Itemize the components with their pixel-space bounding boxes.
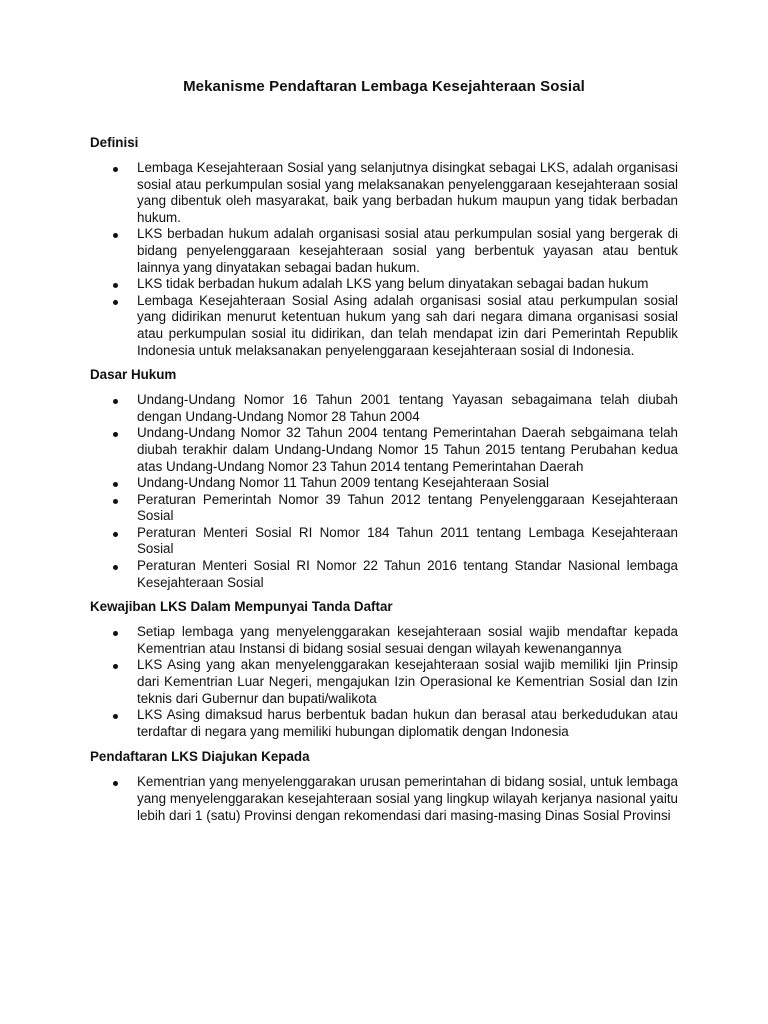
- bullet-icon: [113, 432, 118, 437]
- list-item-text: Undang-Undang Nomor 16 Tahun 2001 tentang Yayasan sebagaimana telah diubah dengan Undang-Undang Nomor 28 Tahun 2004: [137, 392, 678, 424]
- section-heading-definisi: Definisi: [90, 135, 139, 150]
- list-item: [90, 226, 678, 276]
- bullet-icon: [113, 664, 118, 669]
- list-item-text: Lembaga Kesejahteraan Sosial Asing adalah organisasi sosial atau perkumpulan sosial yang didirikan menurut ketentuan hukum yang sah dari negara dimana organisasi sosial atau perkumpulan sosial itu didirikan, dan telah mendapat izin dari Pemerintah Republik Indonesia untuk melaksanakan penyelenggaraan kesejahteraan sosial di Indonesia.: [137, 292, 678, 358]
- document-body: [90, 135, 678, 833]
- list-item-text: Peraturan Pemerintah Nomor 39 Tahun 2012 tentang Penyelenggaraan Kesejahteraan Sosial: [137, 491, 678, 524]
- list-item: [90, 293, 678, 359]
- list-item-text: LKS tidak berbadan hukum adalah LKS yang belum dinyatakan sebagai badan hukum: [137, 276, 649, 292]
- list-item-text: Setiap lembaga yang menyelenggarakan kesejahteraan sosial wajib mendaftar kepada Kementrian atau Instansi di bidang sosial sesuai dengan wilayah kewenangannya: [137, 624, 678, 656]
- bullet-icon: [113, 167, 118, 172]
- list-item: [90, 392, 678, 425]
- list-item: [90, 624, 678, 657]
- section-heading-kewajiban: Kewajiban LKS Dalam Mempunyai Tanda Daftar: [90, 599, 393, 615]
- list-item: [90, 774, 678, 824]
- bullet-icon: [113, 233, 118, 238]
- dasar-hukum-list: [90, 392, 678, 591]
- list-item: [90, 276, 678, 293]
- section-heading-pendaftaran: Pendaftaran LKS Diajukan Kepada: [90, 749, 310, 765]
- bullet-icon: [113, 499, 118, 504]
- bullet-icon: [113, 283, 118, 288]
- section-heading-dasar-hukum: Dasar Hukum: [90, 367, 177, 383]
- list-item-text: LKS berbadan hukum adalah organisasi sosial atau perkumpulan sosial yang bergerak di bidang penyelenggaraan kesejahteraan sosial yang berbentuk yayasan atau bentuk lainnya yang dinyatakan sebagai badan hukum.: [137, 226, 678, 275]
- list-item-text: Peraturan Menteri Sosial RI Nomor 22 Tahun 2016 tentang Standar Nasional lembaga Kesejahteraan Sosial: [137, 558, 678, 590]
- definisi-list: [90, 160, 678, 359]
- list-item: [90, 525, 678, 558]
- list-item: [90, 425, 678, 475]
- bullet-icon: [113, 399, 118, 404]
- list-item-text: LKS Asing yang akan menyelenggarakan kesejahteraan sosial wajib memiliki Ijin Prinsip dari Kementrian Luar Negeri, mengajukan Izin Operasional ke Kementrian Sosial dan Izin teknis dari Gubernur dan bupati/walikota: [137, 657, 678, 706]
- list-item: [90, 558, 678, 591]
- list-item-text: LKS Asing dimaksud harus berbentuk badan hukun dan berasal atau berkedudukan atau terdaftar di negara yang memiliki hubungan diplomatik dengan Indonesia: [137, 707, 678, 739]
- list-item: [90, 657, 678, 707]
- list-item-text: Lembaga Kesejahteraan Sosial yang selanjutnya disingkat sebagai LKS, adalah organisasi sosial atau perkumpulan sosial yang melaksanakan penyelenggaraan kesejahteraan sosial yang dibentuk oleh masyarakat, baik yang berbadan hukum maupun yang tidak berbadan hukum.: [137, 160, 678, 225]
- pendaftaran-list: [90, 774, 678, 824]
- list-item: [90, 492, 678, 525]
- bullet-icon: [113, 532, 118, 537]
- list-item-text: Undang-Undang Nomor 32 Tahun 2004 tentang Pemerintahan Daerah sebgaimana telah diubah terakhir dalam Undang-Undang Nomor 15 Tahun 2015 tentang Perubahan kedua atas Undang-Undang Nomor 23 Tahun 2014 tentang Pemerintahan Daerah: [137, 425, 678, 474]
- bullet-icon: [113, 482, 118, 487]
- bullet-icon: [113, 714, 118, 719]
- bullet-icon: [113, 565, 118, 570]
- list-item-text: Peraturan Menteri Sosial RI Nomor 184 Tahun 2011 tentang Lembaga Kesejahteraan Sosial: [137, 524, 678, 557]
- list-item-text: Kementrian yang menyelenggarakan urusan pemerintahan di bidang sosial, untuk lembaga yang menyelenggarakan kesejahteraan sosial yang lingkup wilayah kerjanya nasional yaitu lebih dari 1 (satu) Provinsi dengan rekomendasi dari masing-masing Dinas Sosial Provinsi: [137, 774, 678, 823]
- kewajiban-list: [90, 624, 678, 740]
- bullet-icon: [113, 631, 118, 636]
- list-item: [90, 475, 678, 492]
- document-title: Mekanisme Pendaftaran Lembaga Kesejahteraan Sosial: [183, 78, 585, 95]
- bullet-icon: [113, 300, 118, 305]
- list-item: [90, 707, 678, 740]
- list-item-text: Undang-Undang Nomor 11 Tahun 2009 tentang Kesejahteraan Sosial: [137, 475, 549, 491]
- bullet-icon: [113, 781, 118, 786]
- list-item: [90, 160, 678, 226]
